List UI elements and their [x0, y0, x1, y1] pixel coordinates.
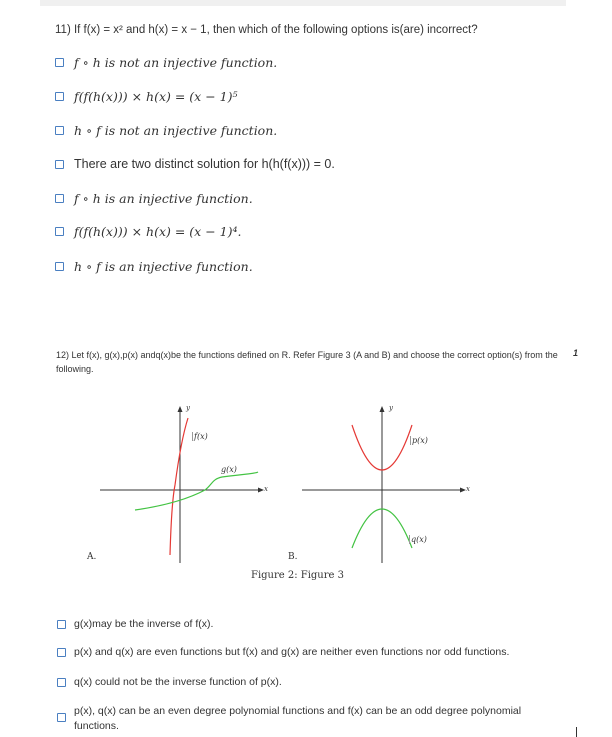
top-divider — [40, 0, 566, 6]
option-text: f ∘ h is not an injective function. — [74, 55, 278, 70]
option-text: f(f(h(x))) × h(x) = (x − 1)⁴. — [74, 224, 242, 239]
panel-b-y-label: y — [389, 404, 393, 412]
option-text: f ∘ h is an injective function. — [74, 191, 253, 206]
q11-option-7[interactable] — [55, 259, 253, 274]
checkbox[interactable] — [55, 58, 64, 67]
checkbox[interactable] — [55, 194, 64, 203]
panel-b-x-label: x — [466, 485, 470, 493]
checkbox[interactable] — [57, 648, 66, 657]
checkbox[interactable] — [57, 620, 66, 629]
q11-option-3[interactable] — [55, 123, 277, 138]
checkbox[interactable] — [55, 262, 64, 271]
curve-f — [170, 418, 188, 555]
option-text: h ∘ f is an injective function. — [74, 259, 253, 274]
checkbox[interactable] — [55, 227, 64, 236]
q12-option-3[interactable] — [57, 675, 282, 690]
panel-a-y-arrow — [178, 406, 183, 412]
checkbox[interactable] — [57, 713, 66, 722]
option-text: f(f(h(x))) × h(x) = (x − 1)⁵ — [74, 89, 238, 104]
checkbox[interactable] — [55, 126, 64, 135]
checkbox[interactable] — [55, 160, 64, 169]
label-p: p(x) — [412, 436, 428, 445]
checkbox[interactable] — [55, 92, 64, 101]
option-text: q(x) could not be the inverse function of p(x). — [74, 676, 282, 688]
q12-option-4[interactable] — [57, 704, 557, 734]
q11-option-1[interactable] — [55, 55, 277, 70]
label-g: g(x) — [221, 465, 237, 474]
text-cursor — [576, 727, 577, 737]
label-f: f(x) — [194, 432, 208, 441]
label-q: q(x) — [411, 535, 427, 544]
option-text: There are two distinct solution for h(h(f(x))) = 0. — [74, 157, 335, 171]
option-text: h ∘ f is not an injective function. — [74, 123, 278, 138]
panel-a-label: A. — [87, 552, 97, 562]
panel-a-x-label: x — [264, 485, 268, 493]
curve-g — [135, 472, 258, 510]
panel-a-y-label: y — [186, 404, 190, 412]
question-12-title: 12) Let f(x), g(x),p(x) andq(x)be the functions defined on R. Refer Figure 3 (A and B) and choose the correct option(s) from the following. — [56, 350, 558, 374]
option-text: g(x)may be the inverse of f(x). — [74, 618, 214, 630]
q11-option-6[interactable] — [55, 224, 241, 239]
q11-option-5[interactable] — [55, 191, 253, 206]
q12-option-2[interactable] — [57, 645, 567, 660]
panel-b-label: B. — [288, 552, 298, 562]
panel-b-y-arrow — [380, 406, 385, 412]
q11-option-4[interactable] — [55, 157, 335, 171]
q11-option-2[interactable] — [55, 89, 238, 104]
option-text: p(x) and q(x) are even functions but f(x) and g(x) are neither even functions nor odd functions. — [74, 646, 510, 658]
figure-caption: Figure 2: Figure 3 — [251, 570, 344, 581]
option-text: p(x), q(x) can be an even degree polynomial functions and f(x) can be an odd degree polynomial functions. — [74, 705, 522, 732]
panel-a-axes — [100, 406, 264, 563]
checkbox[interactable] — [57, 678, 66, 687]
question-mark-value: 1 — [573, 348, 579, 358]
q12-option-1[interactable] — [57, 617, 213, 632]
question-11-title: 11) If f(x) = x² and h(x) = x − 1, then which of the following options is(are) incorrect? — [55, 24, 478, 36]
panel-b-axes — [302, 406, 466, 563]
